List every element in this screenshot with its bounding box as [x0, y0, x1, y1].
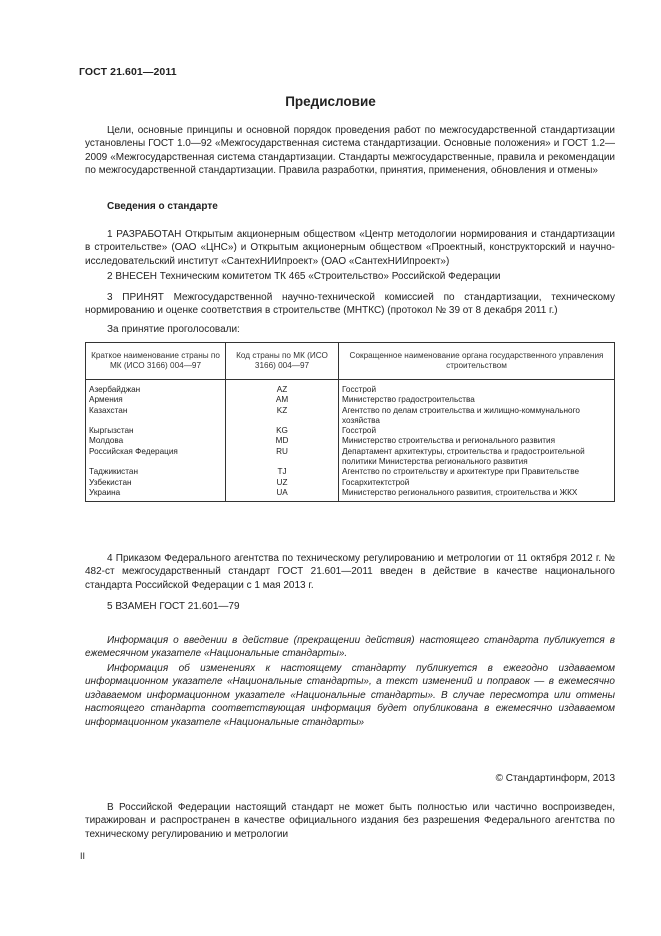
country-cell: Узбекистан: [86, 478, 226, 488]
country-cell: Кыргызстан: [86, 426, 226, 436]
code-cell: AZ: [226, 380, 339, 396]
table-row: [86, 426, 615, 436]
page-number: II: [80, 851, 86, 861]
table-row: [86, 395, 615, 405]
table-row: [86, 478, 615, 488]
code-cell: UA: [226, 488, 339, 502]
col-header-code: Код страны по МК (ИСО 3166) 004—97: [226, 343, 339, 380]
table-row: [86, 436, 615, 446]
body-cell: Агентство по строительству и архитектуре при Правительстве: [339, 467, 615, 477]
page-title: Предисловие: [285, 94, 376, 109]
voted-label: За принятие проголосовали:: [107, 324, 240, 335]
intro-paragraph: Цели, основные принципы и основной порядок проведения работ по межгосударственной стандартизации установлены ГОСТ 1.0—92 «Межгосударственная система стандартизации. Основные положения» и ГОСТ 1.2—2009 «Межгосударственная система стандартизации. Стандарты межгосударственные, правила и рекомендации по межгосударственной стандартизации. Правила разработки, принятия, применения, обновления и отмены»: [85, 125, 615, 177]
info-paragraph-2: Информация об изменениях к настоящему стандарту публикуется в ежегодно издаваемом информационном указателе «Национальные стандарты», а текст изменений и поправок — в ежемесячно издаваемом информационном указателе «Национальные стандарты». В случае пересмотра или отмены настоящего стандарта соответствующая информация будет опубликована в ежемесячно издаваемом информационном указателе «Национальные стандарты»: [85, 663, 615, 728]
country-cell: Таджикистан: [86, 467, 226, 477]
item-3-adopted: 3 ПРИНЯТ Межгосударственной научно-технической комиссией по стандартизации, техническому нормированию и оценке соответствия в строительстве (МНТКС) (протокол № 39 от 8 декабря 2011 г.): [85, 292, 615, 317]
body-cell: Госархитектстрой: [339, 478, 615, 488]
code-cell: KZ: [226, 406, 339, 427]
code-cell: KG: [226, 426, 339, 436]
body-cell: Министерство градостроительства: [339, 395, 615, 405]
table-row: [86, 488, 615, 502]
body-cell: Агентство по делам строительства и жилищно-коммунального хозяйства: [339, 406, 615, 427]
gost-code-header: ГОСТ 21.601—2011: [79, 66, 177, 78]
copyright: © Стандартинформ, 2013: [495, 773, 615, 784]
country-cell: Армения: [86, 395, 226, 405]
item-1-developed: 1 РАЗРАБОТАН Открытым акционерным обществом «Центр методологии нормирования и стандартизации в строительстве» (ОАО «ЦНС») и Открытым акционерным обществом «Проектный, конструкторский и научно-исследовательский институт «СантехНИИпроект» (ОАО «СантехНИИпроект»): [85, 229, 615, 267]
code-cell: AM: [226, 395, 339, 405]
table-row: [86, 467, 615, 477]
code-cell: RU: [226, 447, 339, 468]
code-cell: TJ: [226, 467, 339, 477]
body-cell: Госстрой: [339, 426, 615, 436]
country-cell: Молдова: [86, 436, 226, 446]
section-heading: Сведения о стандарте: [107, 201, 218, 212]
body-cell: Госстрой: [339, 380, 615, 396]
country-cell: Азербайджан: [86, 380, 226, 396]
col-header-body: Сокращенное наименование органа государственного управления строительством: [339, 343, 615, 380]
body-cell: Министерство регионального развития, строительства и ЖКХ: [339, 488, 615, 502]
table-row: [86, 380, 615, 396]
info-paragraph-1: Информация о введении в действие (прекращении действия) настоящего стандарта публикуется в ежемесячном указателе «Национальные стандарты».: [85, 635, 615, 660]
country-cell: Российская Федерация: [86, 447, 226, 468]
code-cell: UZ: [226, 478, 339, 488]
item-5-replaces: 5 ВЗАМЕН ГОСТ 21.601—79: [107, 601, 240, 612]
item-4-enacted: 4 Приказом Федерального агентства по техническому регулированию и метрологии от 11 октября 2012 г. № 482-ст межгосударственный стандарт ГОСТ 21.601—2011 введен в действие в качестве национального стандарта Российской Федерации с 1 мая 2013 г.: [85, 553, 615, 591]
legal-notice: В Российской Федерации настоящий стандарт не может быть полностью или частично воспроизведен, тиражирован и распространен в качестве официального издания без разрешения Федерального агентства по техническому регулированию и метрологии: [85, 802, 615, 840]
table-row: [86, 447, 615, 468]
body-cell: Министерство строительства и регионального развития: [339, 436, 615, 446]
voting-table: [85, 342, 615, 502]
country-cell: Казахстан: [86, 406, 226, 427]
table-header-row: [86, 343, 615, 380]
col-header-country: Краткое наименование страны по МК (ИСО 3166) 004—97: [86, 343, 226, 380]
table-row: [86, 406, 615, 427]
item-2-submitted: 2 ВНЕСЕН Техническим комитетом ТК 465 «Строительство» Российской Федерации: [107, 271, 501, 282]
code-cell: MD: [226, 436, 339, 446]
country-cell: Украина: [86, 488, 226, 502]
body-cell: Департамент архитектуры, строительства и градостроительной политики Министерства регионального развития: [339, 447, 615, 468]
